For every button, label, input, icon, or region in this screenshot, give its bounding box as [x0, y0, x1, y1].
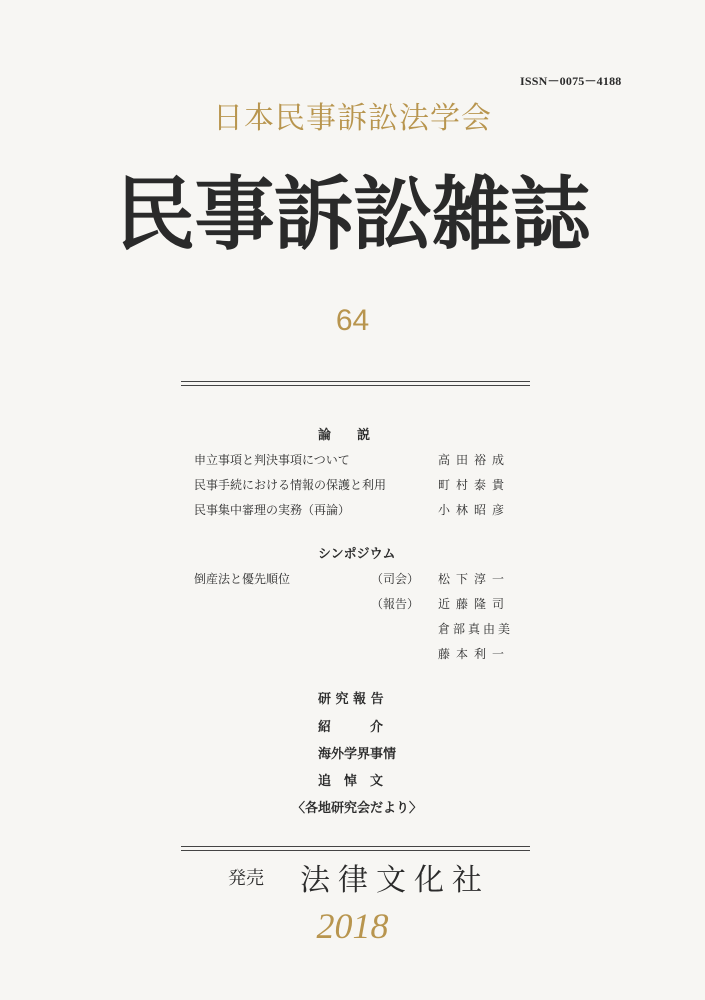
- section-heading-ronsetsu: 論 説: [318, 428, 371, 443]
- article-author: 小林昭彦: [438, 503, 511, 517]
- symposium-title: 倒産法と優先順位: [194, 572, 291, 586]
- society-name: 日本民事訴訟法学会: [213, 101, 492, 136]
- section-kenkyu-houkoku: 研 究 報 告: [318, 692, 384, 707]
- symposium-author: 松下淳一: [438, 572, 511, 586]
- top-rule: [181, 381, 530, 382]
- bottom-rule-2: [181, 850, 530, 851]
- publisher-label: 発売: [228, 868, 264, 889]
- section-kaigai: 海外学界事情: [318, 747, 397, 762]
- publication-year: 2018: [316, 906, 389, 946]
- symposium-author: 倉部真由美: [438, 622, 514, 636]
- article-author: 町村泰貴: [438, 478, 511, 492]
- article-title: 民事集中審理の実務（再論）: [194, 503, 351, 517]
- top-rule-2: [181, 385, 530, 386]
- publisher-name: 法律文化社: [300, 863, 490, 898]
- symposium-role: （司会）: [371, 572, 420, 586]
- article-title: 民事手続における情報の保護と利用: [194, 478, 387, 492]
- journal-title: 民事訴訟雑誌: [115, 167, 590, 261]
- article-title: 申立事項と判決事項について: [194, 453, 350, 467]
- volume-number: 64: [335, 304, 370, 337]
- section-tsuitou: 追 悼 文: [318, 774, 384, 789]
- symposium-role: （報告）: [371, 597, 420, 611]
- symposium-author: 近藤隆司: [438, 597, 511, 611]
- issn: ISSN－0075－4188: [520, 74, 622, 88]
- article-author: 高田裕成: [438, 453, 511, 467]
- symposium-author: 藤本利一: [438, 647, 511, 661]
- bottom-rule: [181, 846, 530, 847]
- section-kenkyukai: 〈各地研究会だより〉: [292, 801, 423, 816]
- section-heading-symposium: シンポジウム: [318, 547, 396, 562]
- section-shoukai: 紹 介: [318, 720, 384, 735]
